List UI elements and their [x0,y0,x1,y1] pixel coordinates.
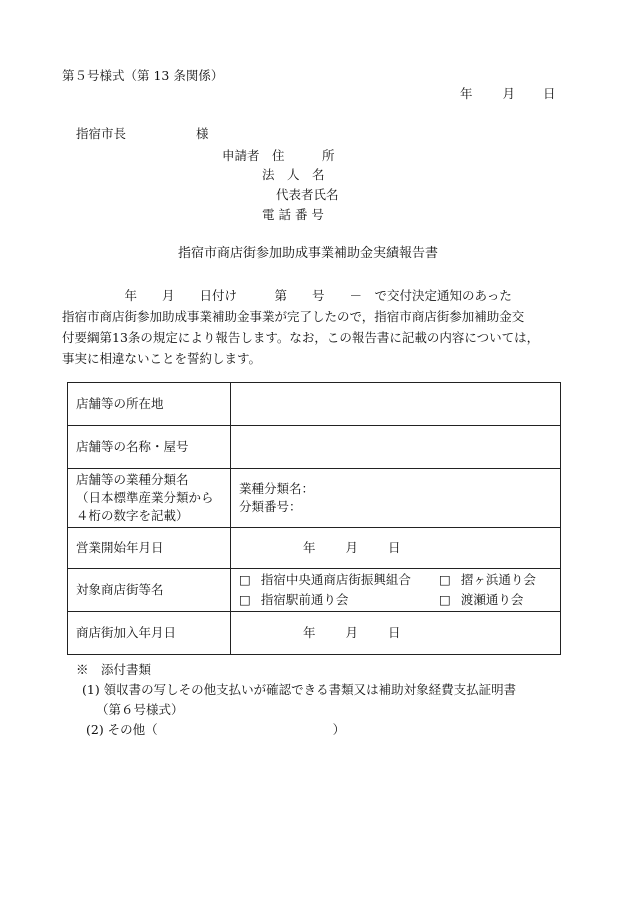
attachment-item-2: (2) その他（ ） [86,722,346,737]
shop-option-label: 指宿中央通商店街振興組合 [260,572,411,587]
opening-year: 年 [303,540,316,555]
attachments-section [76,660,516,740]
store-location-label: 店舗等の所在地 [68,383,231,426]
join-date-label: 商店街加入年月日 [68,612,231,655]
applicant-corporation-label: 法 人 名 [262,167,325,182]
addressee-mayor: 指宿市長 [76,126,127,141]
shopping-street-options [231,569,561,612]
industry-label-line-3: ４桁の数字を記載） [76,508,189,523]
join-year: 年 [303,625,316,640]
store-name-field[interactable] [231,426,561,469]
checkbox[interactable]: □ [439,592,451,607]
shop-option-label: 摺ヶ浜通り会 [460,572,536,587]
table-row-location [68,383,561,426]
checkbox[interactable]: □ [439,572,451,587]
opening-date-field[interactable] [231,528,561,569]
table-row-opening-date [68,528,561,569]
industry-label-line-2: （日本標準産業分類から [76,490,214,505]
date-day: 日 [543,86,556,101]
join-month: 月 [345,625,359,640]
applicant-phone-label: 電 話 番 号 [262,207,324,222]
attachment-item-1: (1) 領収書の写しその他支払いが確認できる書類又は補助対象経費支払証明書 [82,682,517,697]
shop-option-label: 渡瀬通り会 [460,592,524,607]
submission-date [460,86,556,101]
opening-date-label: 営業開始年月日 [68,528,231,569]
shop-option-ekimae[interactable] [239,591,439,609]
applicant-label: 申請者 [222,148,260,163]
body-line-1: 年 月 日付け 第 号 － で交付決定通知のあった [62,288,512,303]
shop-option-label: 指宿駅前通り会 [260,592,349,607]
body-line-4: 事実に相違ないことを誓約します。 [62,351,262,366]
date-month: 月 [502,86,516,101]
store-name-label: 店舗等の名称・屋号 [68,426,231,469]
body-line-2: 指宿市商店街参加助成事業補助金事業が完了したので，指宿市商店街参加補助金交 [62,309,525,324]
table-row-join-date [68,612,561,655]
shopping-street-label: 対象商店街等名 [68,569,231,612]
report-table [67,382,561,655]
body-line-3: 付要綱第13条の規定により報告します。なお，この報告書に記載の内容については， [62,330,540,345]
industry-label-line-1: 店舗等の業種分類名 [76,472,189,487]
attachments-heading: ※ 添付書類 [76,662,152,677]
store-location-field[interactable] [231,383,561,426]
opening-day: 日 [388,540,401,555]
attachment-item-1-cont: （第６号様式） [96,702,184,717]
table-row-name [68,426,561,469]
shop-option-surigahama[interactable] [439,571,549,589]
date-year: 年 [460,86,473,101]
document-title: 指宿市商店街参加助成事業補助金実績報告書 [178,246,439,261]
industry-name-label: 業種分類名： [239,481,315,496]
industry-code-label: 分類番号： [239,499,302,514]
industry-label [68,469,231,528]
addressee-honorific: 様 [196,126,209,141]
industry-field[interactable] [231,469,561,528]
join-date-field[interactable] [231,612,561,655]
opening-month: 月 [345,540,359,555]
report-body [62,285,562,369]
shop-option-watase[interactable] [439,591,549,609]
form-number: 第５号様式（第 13 条関係） [62,68,224,83]
applicant-representative-label: 代表者氏名 [276,187,339,202]
table-row-industry [68,469,561,528]
join-day: 日 [388,625,401,640]
checkbox[interactable]: □ [239,592,251,607]
checkbox[interactable]: □ [239,572,251,587]
shop-option-chuo[interactable] [239,571,439,589]
table-row-shopping-street [68,569,561,612]
applicant-address-label: 住 所 [272,148,335,163]
